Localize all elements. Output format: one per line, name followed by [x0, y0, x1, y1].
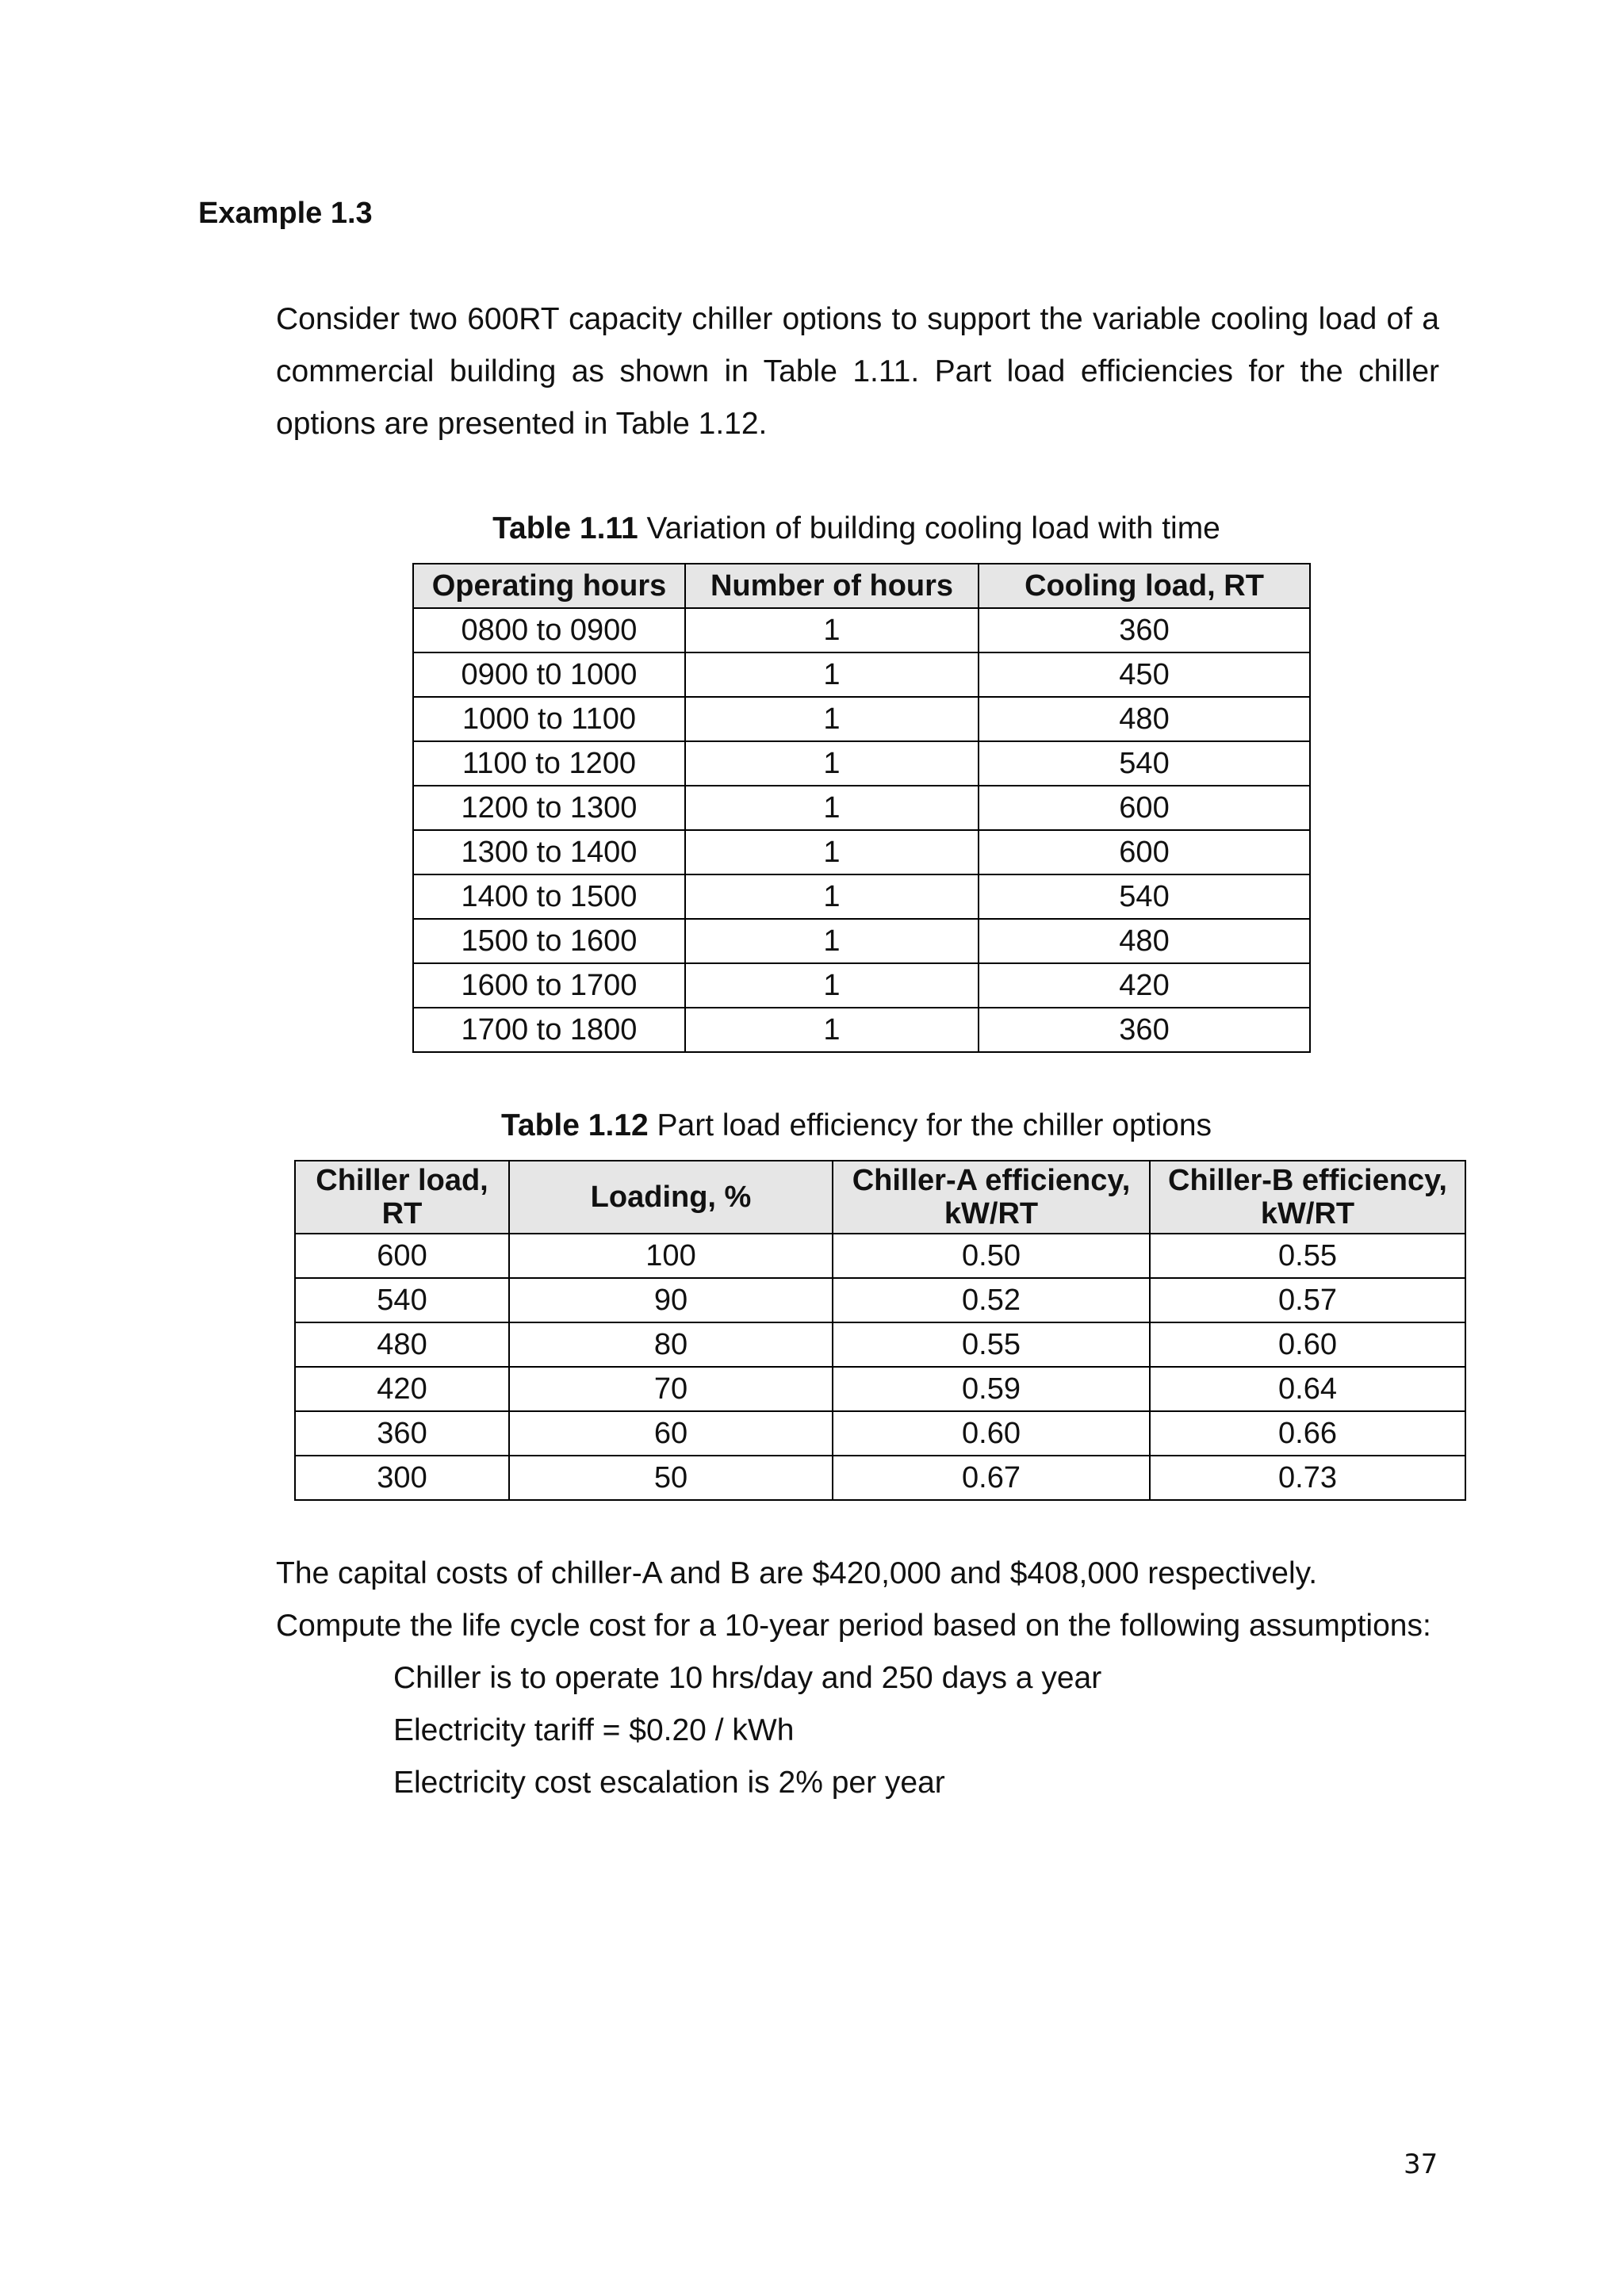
- table-cell: 1700 to 1800: [413, 1008, 685, 1052]
- table-cell: 540: [979, 741, 1310, 786]
- table-row: [413, 652, 1310, 697]
- table-cell: 1: [685, 830, 979, 874]
- table-cell: 480: [295, 1322, 509, 1367]
- table-cell: 420: [295, 1367, 509, 1411]
- table-cell: 1: [685, 874, 979, 919]
- assumptions-list: [393, 1652, 1101, 1809]
- table-cell: 1100 to 1200: [413, 741, 685, 786]
- table-cell: 480: [979, 697, 1310, 741]
- table-cell: 600: [979, 786, 1310, 830]
- table-cell: 480: [979, 919, 1310, 963]
- capital-costs-paragraph: The capital costs of chiller-A and B are $420,000 and $408,000 respectively. Compute the life cycle cost for a 10-year period based on the following assumptions:: [276, 1556, 1431, 1643]
- assumption-item: Electricity cost escalation is 2% per year: [393, 1766, 945, 1800]
- table-row: [413, 741, 1310, 786]
- table-cell: 1200 to 1300: [413, 786, 685, 830]
- table-cell: 1: [685, 608, 979, 652]
- table-row: [295, 1456, 1465, 1500]
- table-cell: 1400 to 1500: [413, 874, 685, 919]
- column-header: Loading, %: [509, 1161, 833, 1234]
- column-header: Chiller load, RT: [295, 1161, 509, 1234]
- table-row: [295, 1411, 1465, 1456]
- table-cell: 360: [979, 608, 1310, 652]
- table-cell: 0.55: [1150, 1234, 1465, 1278]
- table-cell: 60: [509, 1411, 833, 1456]
- table-row: [413, 919, 1310, 963]
- table-row: [413, 874, 1310, 919]
- table-cell: 70: [509, 1367, 833, 1411]
- table-cell: 0.55: [833, 1322, 1150, 1367]
- table-header-row: [295, 1161, 1465, 1234]
- column-header: Operating hours: [413, 564, 685, 608]
- column-header: Chiller-A efficiency, kW/RT: [833, 1161, 1150, 1234]
- table-cell: 100: [509, 1234, 833, 1278]
- table-cell: 360: [979, 1008, 1310, 1052]
- caption-text: Variation of building cooling load with time: [638, 511, 1220, 545]
- table-cell: 0.67: [833, 1456, 1150, 1500]
- table-cell: 1500 to 1600: [413, 919, 685, 963]
- table-header-row: [413, 564, 1310, 608]
- table-cell: 0.52: [833, 1278, 1150, 1322]
- intro-paragraph: Consider two 600RT capacity chiller options to support the variable cooling load of a commercial building as shown in Table 1.11. Part load efficiencies for the chiller options are presented in Table 1.12.: [276, 302, 1439, 441]
- table-cell: 360: [295, 1411, 509, 1456]
- caption-text: Part load efficiency for the chiller options: [648, 1108, 1212, 1142]
- table-row: [413, 830, 1310, 874]
- column-header: Chiller-B efficiency, kW/RT: [1150, 1161, 1465, 1234]
- table-cell: 0.60: [833, 1411, 1150, 1456]
- table-cell: 420: [979, 963, 1310, 1008]
- page-number: 37: [1404, 2149, 1438, 2180]
- table-1-11-caption: [349, 511, 1364, 546]
- table-cell: 1: [685, 697, 979, 741]
- table-row: [295, 1278, 1465, 1322]
- example-heading: Example 1.3: [198, 197, 373, 230]
- table-row: [413, 963, 1310, 1008]
- table-cell: 600: [979, 830, 1310, 874]
- table-cell: 0.57: [1150, 1278, 1465, 1322]
- table-cell: 1: [685, 786, 979, 830]
- table-cell: 1: [685, 741, 979, 786]
- table-cell: 0900 t0 1000: [413, 652, 685, 697]
- assumption-item: Electricity tariff = $0.20 / kWh: [393, 1713, 795, 1747]
- table-cell: 90: [509, 1278, 833, 1322]
- column-header: Cooling load, RT: [979, 564, 1310, 608]
- table-cell: 0.73: [1150, 1456, 1465, 1500]
- table-cell: 450: [979, 652, 1310, 697]
- table-cell: 0.64: [1150, 1367, 1465, 1411]
- chiller-efficiency-table: [294, 1160, 1466, 1501]
- table-row: [413, 786, 1310, 830]
- table-cell: 0.59: [833, 1367, 1150, 1411]
- table-cell: 1000 to 1100: [413, 697, 685, 741]
- table-cell: 1300 to 1400: [413, 830, 685, 874]
- table-cell: 300: [295, 1456, 509, 1500]
- table-cell: 1: [685, 919, 979, 963]
- cooling-load-table: [412, 563, 1311, 1053]
- table-row: [295, 1322, 1465, 1367]
- column-header: Number of hours: [685, 564, 979, 608]
- table-cell: 0.50: [833, 1234, 1150, 1278]
- table-cell: 1: [685, 963, 979, 1008]
- table-cell: 0.60: [1150, 1322, 1465, 1367]
- table-cell: 540: [295, 1278, 509, 1322]
- table-cell: 600: [295, 1234, 509, 1278]
- table-cell: 0.66: [1150, 1411, 1465, 1456]
- table-cell: 1: [685, 652, 979, 697]
- table-cell: 50: [509, 1456, 833, 1500]
- table-row: [413, 1008, 1310, 1052]
- table-row: [295, 1234, 1465, 1278]
- table-cell: 0800 to 0900: [413, 608, 685, 652]
- table-cell: 1: [685, 1008, 979, 1052]
- caption-label: Table 1.12: [500, 1108, 649, 1142]
- caption-label: Table 1.11: [492, 511, 638, 545]
- table-row: [295, 1367, 1465, 1411]
- table-row: [413, 608, 1310, 652]
- table-1-12-caption: [349, 1108, 1364, 1143]
- assumption-item: Chiller is to operate 10 hrs/day and 250 days a year: [393, 1661, 1102, 1695]
- table-cell: 1600 to 1700: [413, 963, 685, 1008]
- table-row: [413, 697, 1310, 741]
- table-cell: 80: [509, 1322, 833, 1367]
- table-cell: 540: [979, 874, 1310, 919]
